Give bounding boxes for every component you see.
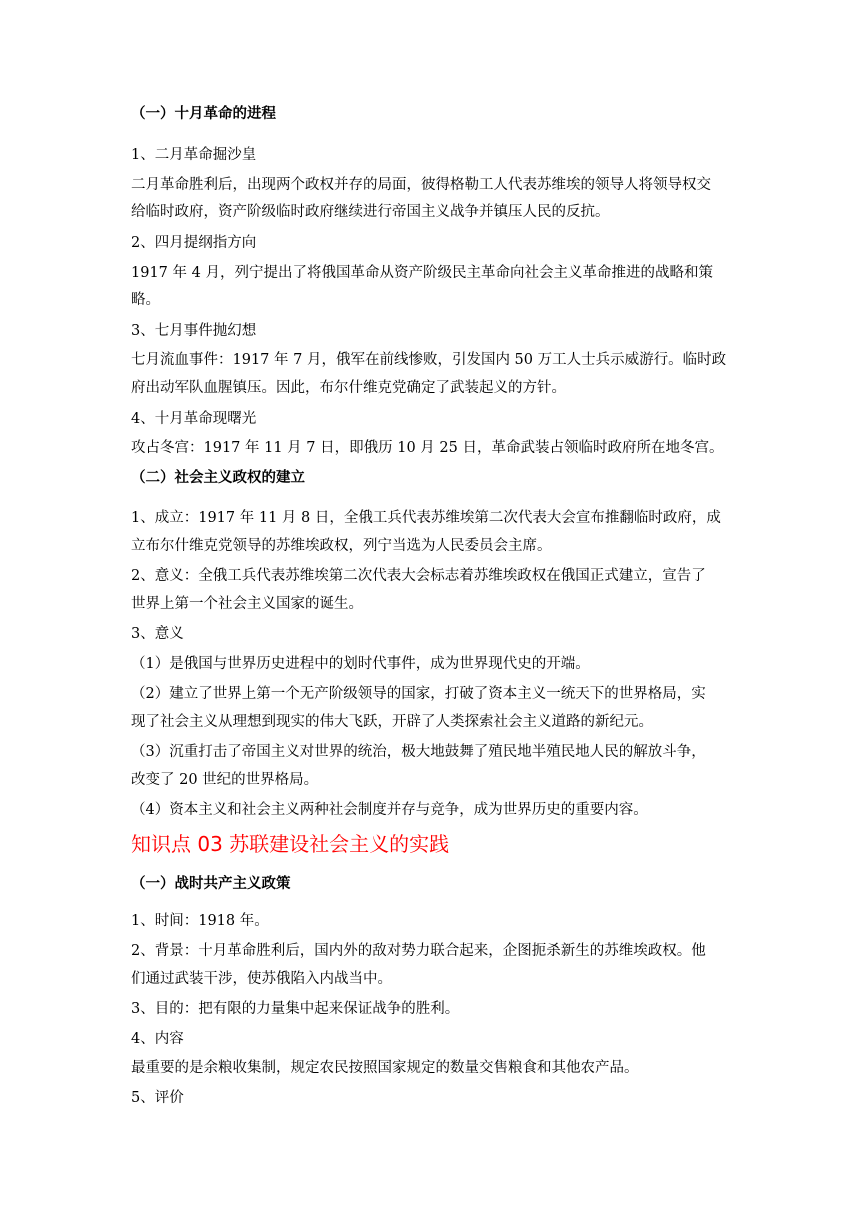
text-line: 改变了 20 世纪的世界格局。 bbox=[131, 772, 319, 788]
text-line: 世界上第一个社会主义国家的诞生。 bbox=[131, 596, 363, 612]
text-line: （1）是俄国与世界历史进程中的划时代事件，成为世界现代史的开端。 bbox=[131, 656, 590, 672]
text-line: 5、评价 bbox=[131, 1090, 184, 1106]
section-heading: （二）社会主义政权的建立 bbox=[131, 469, 305, 486]
section-heading: （一）十月革命的进程 bbox=[131, 105, 276, 122]
text-line: 们通过武装干涉，使苏俄陷入内战当中。 bbox=[131, 971, 392, 987]
knowledge-point-title: 知识点 03 苏联建设社会主义的实践 bbox=[131, 832, 450, 856]
text-line: （4）资本主义和社会主义两种社会制度并存与竞争，成为世界历史的重要内容。 bbox=[131, 802, 648, 818]
text-line: 4、十月革命现曙光 bbox=[131, 411, 257, 427]
text-line: 现了社会主义从理想到现实的伟大飞跃，开辟了人类探索社会主义道路的新纪元。 bbox=[131, 714, 653, 730]
text-line: （2）建立了世界上第一个无产阶级领导的国家，打破了资本主义一统天下的世界格局，实 bbox=[131, 686, 706, 702]
text-line: 2、背景：十月革命胜利后，国内外的敌对势力联合起来，企图扼杀新生的苏维埃政权。他 bbox=[131, 943, 706, 959]
text-line: 3、七月事件抛幻想 bbox=[131, 323, 257, 339]
text-line: 3、意义 bbox=[131, 626, 184, 642]
text-line: 七月流血事件：1917 年 7 月，俄军在前线惨败，引发国内 50 万工人士兵示威游行。临时政 bbox=[131, 352, 727, 368]
text-line: 1、二月革命掘沙皇 bbox=[131, 147, 257, 163]
text-line: 攻占冬宫：1917 年 11 月 7 日，即俄历 10 月 25 日，革命武装占领临时政府所在地冬宫。 bbox=[131, 440, 724, 456]
text-line: 立布尔什维克党领导的苏维埃政权，列宁当选为人民委员会主席。 bbox=[131, 538, 552, 554]
text-line: 最重要的是余粮收集制，规定农民按照国家规定的数量交售粮食和其他农产品。 bbox=[131, 1060, 639, 1076]
text-line: 4、内容 bbox=[131, 1031, 184, 1047]
text-line: 2、意义：全俄工兵代表苏维埃第二次代表大会标志着苏维埃政权在俄国正式建立，宣告了 bbox=[131, 568, 706, 584]
text-line: 3、目的：把有限的力量集中起来保证战争的胜利。 bbox=[131, 1001, 460, 1017]
text-line: （3）沉重打击了帝国主义对世界的统治，极大地鼓舞了殖民地半殖民地人民的解放斗争， bbox=[131, 744, 706, 760]
text-line: 1917 年 4 月，列宁提出了将俄国革命从资产阶级民主革命向社会主义革命推进的战略和策 bbox=[131, 265, 713, 281]
text-line: 2、四月提纲指方向 bbox=[131, 235, 257, 251]
text-line: 1、时间：1918 年。 bbox=[131, 913, 269, 929]
text-line: 府出动军队血腥镇压。因此，布尔什维克党确定了武装起义的方针。 bbox=[131, 380, 566, 396]
section-heading: （一）战时共产主义政策 bbox=[131, 875, 291, 892]
text-line: 给临时政府，资产阶级临时政府继续进行帝国主义战争并镇压人民的反抗。 bbox=[131, 204, 610, 220]
text-line: 1、成立：1917 年 11 月 8 日，全俄工兵代表苏维埃第二次代表大会宣布推翻临时政府，成 bbox=[131, 510, 721, 526]
text-line: 略。 bbox=[131, 292, 160, 308]
text-line: 二月革命胜利后，出现两个政权并存的局面，彼得格勒工人代表苏维埃的领导人将领导权交 bbox=[131, 177, 711, 193]
